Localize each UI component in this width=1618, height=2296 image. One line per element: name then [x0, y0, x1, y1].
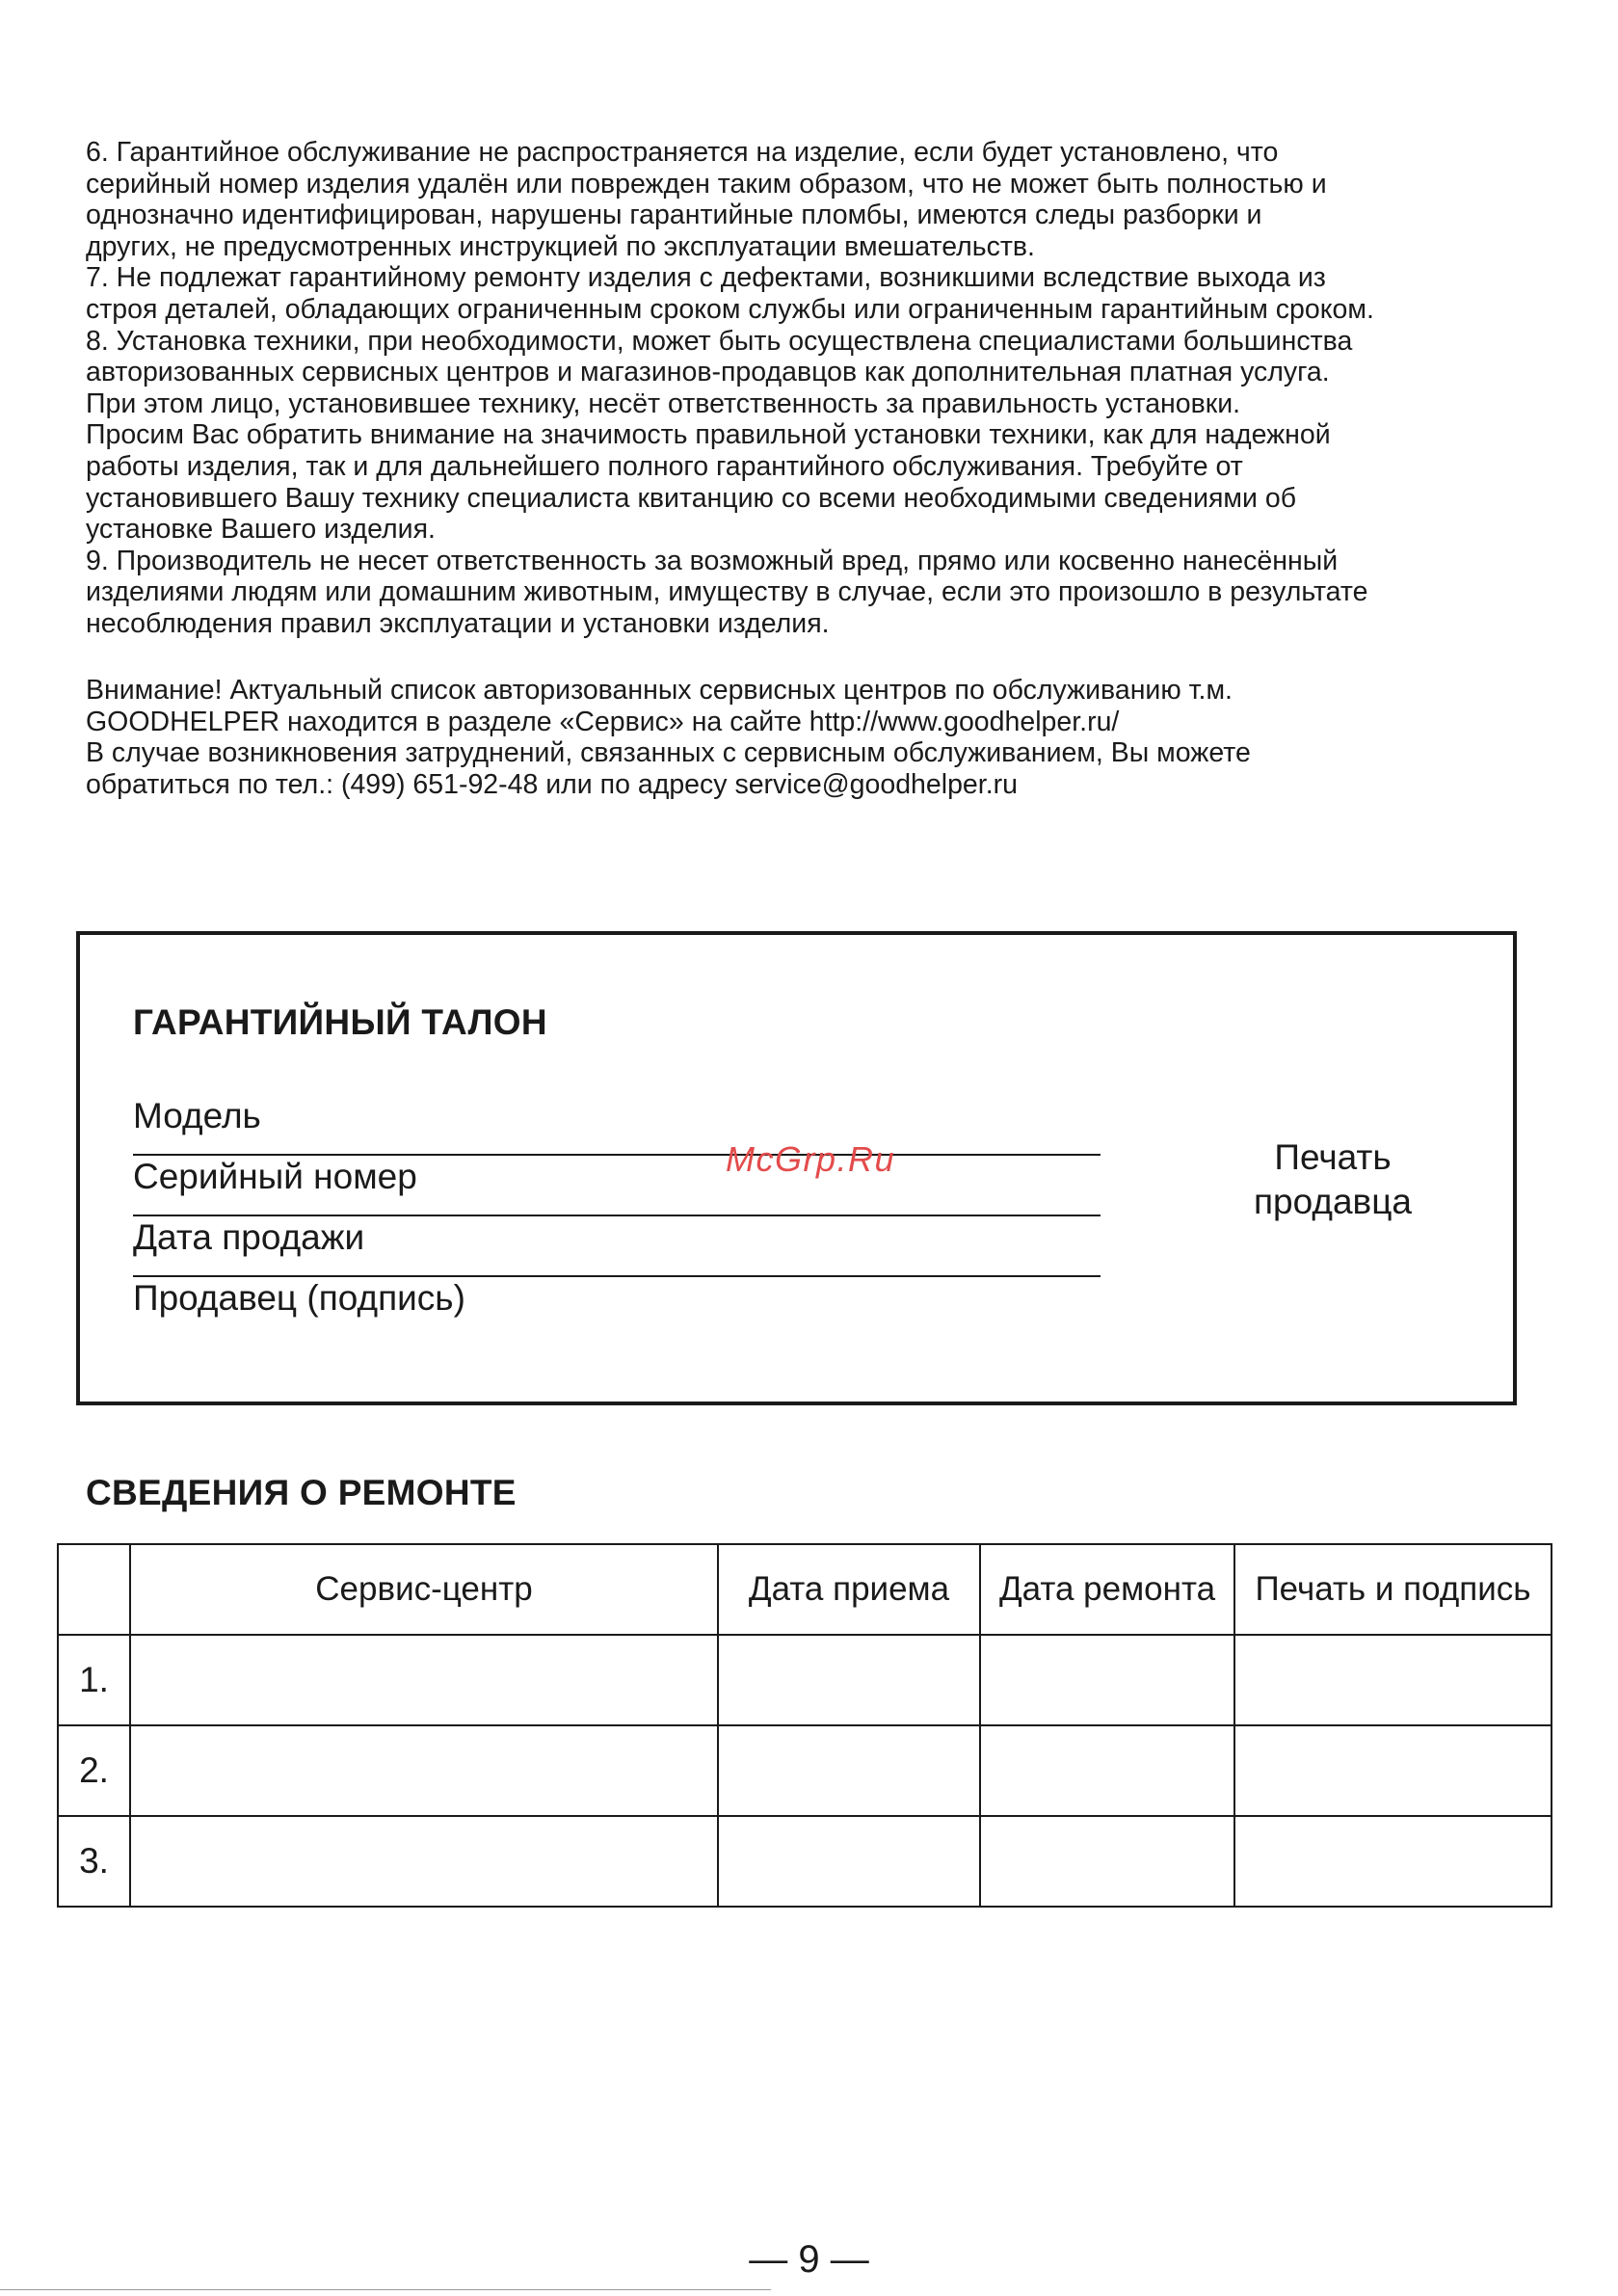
cell-stamp-signature: [1234, 1725, 1552, 1816]
header-receive-date: Дата приема: [718, 1544, 980, 1635]
header-repair-date: Дата ремонта: [980, 1544, 1234, 1635]
terms-line: 7. Не подлежат гарантийному ремонту изделия с дефектами, возникшими вследствие выхода из: [86, 262, 1326, 294]
header-number: [58, 1544, 130, 1635]
repairs-title: СВЕДЕНИЯ О РЕМОНТЕ: [86, 1473, 517, 1512]
field-sale-date-label: Дата продажи: [133, 1217, 365, 1257]
repairs-table: [57, 1543, 1552, 1908]
header-service-center: Сервис-центр: [130, 1544, 718, 1635]
cell-receive-date: [718, 1635, 980, 1725]
cell-stamp-signature: [1234, 1816, 1552, 1907]
terms-line: несоблюдения правил эксплуатации и установки изделия.: [86, 607, 830, 639]
row-number: 2.: [58, 1725, 130, 1816]
page-number: — 9 —: [749, 2238, 869, 2281]
cell-receive-date: [718, 1725, 980, 1816]
service-notice: [86, 675, 1570, 800]
terms-line: авторизованных сервисных центров и магазинов-продавцов как дополнительная платная услуга.: [86, 357, 1330, 388]
cell-service-center: [130, 1635, 718, 1725]
terms-line: При этом лицо, установившее технику, несёт ответственность за правильность установки.: [86, 387, 1241, 419]
terms-line: работы изделия, так и для дальнейшего полного гарантийного обслуживания. Требуйте от: [86, 450, 1243, 482]
cell-service-center: [130, 1725, 718, 1816]
terms-line: других, не предусмотренных инструкцией по эксплуатации вмешательств.: [86, 230, 1035, 262]
table-row: [58, 1725, 1552, 1816]
field-model-label: Модель: [133, 1096, 261, 1135]
notice-line: GOODHELPER находится в разделе «Сервис» на сайте http://www.goodhelper.ru/: [86, 706, 1120, 737]
bottom-rule: [0, 2289, 771, 2290]
notice-line: обратиться по тел.: (499) 651-92-48 или по адресу service@goodhelper.ru: [86, 768, 1018, 800]
warranty-card-title: ГАРАНТИЙНЫЙ ТАЛОН: [133, 1002, 547, 1042]
seller-stamp-area: [1188, 1135, 1477, 1224]
cell-stamp-signature: [1234, 1635, 1552, 1725]
notice-line: В случае возникновения затруднений, связанных с сервисным обслуживанием, Вы можете: [86, 737, 1251, 769]
header-stamp-signature: Печать и подпись: [1234, 1544, 1552, 1635]
table-row: [58, 1635, 1552, 1725]
table-row: [58, 1816, 1552, 1907]
cell-repair-date: [980, 1635, 1234, 1725]
terms-line: 6. Гарантийное обслуживание не распространяется на изделие, если будет установлено, что: [86, 137, 1279, 168]
cell-service-center: [130, 1816, 718, 1907]
terms-line: изделиями людям или домашним животным, имуществу в случае, если это произошло в результате: [86, 576, 1368, 608]
warranty-card: [76, 931, 1517, 1405]
field-serial-label: Серийный номер: [133, 1157, 417, 1196]
stamp-line: Печать: [1274, 1137, 1392, 1177]
terms-line: серийный номер изделия удалён или поврежден таким образом, что не может быть полностью и: [86, 168, 1327, 200]
cell-repair-date: [980, 1725, 1234, 1816]
terms-line: 8. Установка техники, при необходимости, может быть осуществлена специалистами большинства: [86, 325, 1353, 357]
terms-line: однозначно идентифицирован, нарушены гарантийные пломбы, имеются следы разборки и: [86, 200, 1262, 231]
terms-line: Просим Вас обратить внимание на значимость правильной установки техники, как для надежной: [86, 419, 1331, 451]
row-number: 3.: [58, 1816, 130, 1907]
terms-line: установке Вашего изделия.: [86, 514, 436, 546]
stamp-line: продавца: [1254, 1182, 1412, 1221]
table-header-row: [58, 1544, 1552, 1635]
cell-receive-date: [718, 1816, 980, 1907]
field-seller-signature-label: Продавец (подпись): [133, 1278, 465, 1318]
watermark: McGrp.Ru: [726, 1139, 896, 1179]
row-number: 1.: [58, 1635, 130, 1725]
terms-line: 9. Производитель не несет ответственность за возможный вред, прямо или косвенно нанесённый: [86, 545, 1339, 576]
terms-line: строя деталей, обладающих ограниченным сроком службы или ограниченным гарантийным сроком.: [86, 293, 1374, 325]
cell-repair-date: [980, 1816, 1234, 1907]
terms-line: установившего Вашу технику специалиста квитанцию со всеми необходимыми сведениями об: [86, 482, 1297, 514]
warranty-terms: [86, 137, 1570, 640]
notice-line: Внимание! Актуальный список авторизованных сервисных центров по обслуживанию т.м.: [86, 675, 1233, 706]
